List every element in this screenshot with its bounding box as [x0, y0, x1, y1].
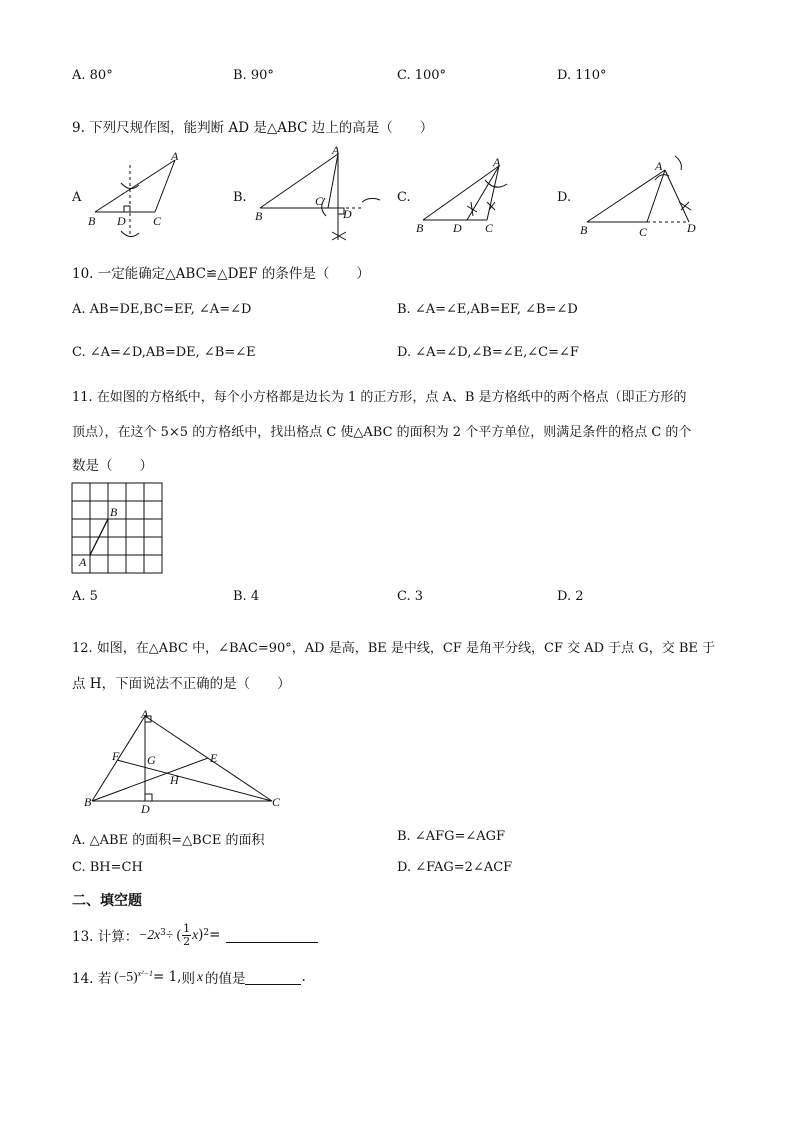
q9b-arc-right	[362, 198, 380, 202]
q9d-arc-top	[675, 156, 681, 170]
q9b-side-ca	[328, 154, 338, 208]
q11-option-c: C. 3	[397, 589, 424, 604]
q9d-line-ad	[665, 170, 689, 222]
q9-option-letter-a: A	[72, 190, 82, 205]
q9a-side-ba	[95, 160, 175, 212]
q12-option-d: D. ∠FAG=2∠ACF	[397, 860, 513, 875]
q9c-label-d: D	[453, 221, 462, 235]
q9-stem: 9. 下列尺规作图，能判断 AD 是△ABC 边上的高是（ ）	[72, 120, 434, 136]
q9d-cross-2	[681, 202, 689, 210]
q9-figure-a	[85, 145, 185, 245]
q11-grid-figure	[71, 482, 166, 576]
q12-label-e: E	[210, 751, 218, 765]
q14-base: (−5)	[114, 969, 138, 984]
q9d-label-d: D	[687, 221, 696, 235]
section-fill-in-title: 二、填空题	[72, 893, 142, 909]
q11-stem-line3: 数是（ ）	[72, 458, 153, 474]
q14-suffix: 的值是	[204, 971, 246, 987]
q9a-label-a: A	[171, 149, 179, 163]
q13-answer-blank[interactable]	[226, 928, 318, 943]
q9-figure-d	[575, 150, 710, 245]
q12-label-g: G	[147, 753, 156, 767]
q14-end: .	[301, 969, 306, 985]
q14-var: x	[196, 969, 203, 984]
q9-option-letter-d: D.	[557, 190, 572, 205]
q9a-label-c: C	[153, 214, 162, 228]
q13-frac-den: 2	[183, 934, 191, 948]
q13-exp2: 2	[203, 928, 210, 938]
q12-label-f: F	[112, 749, 120, 763]
q12-label-a: A	[141, 707, 149, 721]
q9d-label-a: A	[655, 159, 663, 173]
q13-var: x	[192, 927, 199, 942]
q9d-side-ba	[587, 170, 665, 222]
q8-option-c: C. 100°	[397, 68, 447, 83]
q13-close: )	[198, 927, 204, 943]
q14-answer-blank[interactable]	[245, 970, 301, 985]
q14-mid: 则	[181, 971, 195, 987]
q10-option-c: C. ∠A=∠D,AB=DE, ∠B=∠E	[72, 345, 256, 360]
q12-bisector-cf	[117, 760, 272, 801]
q11-option-a: A. 5	[72, 589, 98, 604]
q11-label-b: B	[110, 505, 118, 519]
q10-stem: 10. 一定能确定△ABC≌△DEF 的条件是（ ）	[72, 266, 370, 282]
q9c-label-b: B	[416, 221, 424, 235]
q9-option-letter-b: B.	[233, 190, 247, 205]
q11-option-d: D. 2	[557, 589, 584, 604]
q12-stem-line1: 12. 如图，在△ABC 中，∠BAC=90°，AD 是高，BE 是中线，CF 是角平分线，CF 交 AD 于点 G，交 BE 于	[72, 641, 715, 656]
q12-label-h: H	[170, 773, 179, 787]
q13-line	[72, 920, 318, 950]
q14-exp: x²−1	[137, 968, 153, 978]
q12-right-angle-d	[145, 794, 152, 801]
q12-stem-line2: 点 H，下面说法不正确的是（ ）	[72, 676, 291, 692]
q9a-side-ca	[155, 160, 175, 212]
q9c-side-ba	[423, 166, 499, 220]
q10-option-a: A. AB=DE,BC=EF, ∠A=∠D	[72, 302, 252, 317]
q12-label-d: D	[141, 802, 150, 816]
q9a-right-angle-mark	[124, 206, 130, 212]
q9b-side-ba	[260, 154, 338, 208]
q12-label-c: C	[272, 795, 281, 809]
q14-line	[72, 963, 306, 991]
q9-figure-b	[250, 140, 385, 250]
q9c-bisector	[467, 166, 499, 220]
q13-frac-num: 1	[183, 921, 191, 935]
q9d-label-c: C	[639, 225, 648, 239]
q8-option-b: B. 90°	[233, 68, 274, 83]
q9c-label-a: A	[493, 155, 501, 169]
q10-option-b: B. ∠A=∠E,AB=EF, ∠B=∠D	[397, 302, 578, 317]
q9c-label-c: C	[485, 221, 494, 235]
q12-triangle-figure	[80, 706, 290, 816]
q13-term1: −2x	[138, 927, 161, 942]
q9a-label-b: B	[88, 214, 96, 228]
q13-prefix: 13. 计算：	[72, 929, 139, 945]
q9b-label-b: B	[255, 209, 263, 223]
q8-option-a: A. 80°	[72, 68, 113, 83]
q11-option-b: B. 4	[233, 589, 260, 604]
q9a-label-d: D	[117, 214, 126, 228]
q13-equals: =	[209, 927, 221, 943]
q8-option-d: D. 110°	[557, 68, 607, 83]
q12-option-b: B. ∠AFG=∠AGF	[397, 829, 506, 844]
q12-option-c: C. BH=CH	[72, 860, 143, 875]
q9d-label-b: B	[580, 223, 588, 237]
q9-option-letter-c: C.	[397, 190, 411, 205]
q12-label-b: B	[84, 795, 92, 809]
q11-stem-line2: 顶点），在这个 5×5 的方格纸中，找出格点 C 使△ABC 的面积为 2 个平方单位，则满足条件的格点 C 的个	[72, 425, 692, 440]
q10-option-d: D. ∠A=∠D,∠B=∠E,∠C=∠F	[397, 345, 579, 360]
q9d-side-ca	[647, 170, 665, 222]
q9b-label-c: C	[315, 194, 324, 208]
q14-prefix: 14. 若	[72, 971, 112, 987]
q12-option-a: A. △ABE 的面积=△BCE 的面积	[72, 833, 265, 848]
q9b-label-a: A	[332, 143, 340, 157]
q9b-label-d: D	[343, 207, 352, 221]
q9c-side-ca	[487, 166, 499, 220]
q14-eq: = 1,	[152, 969, 182, 985]
q13-fraction	[182, 923, 191, 948]
q11-stem-line1: 11. 在如图的方格纸中，每个小方格都是边长为 1 的正方形，点 A、B 是方格纸中的两个格点（即正方形的	[72, 390, 687, 405]
q13-div: ÷ (	[165, 927, 182, 942]
q13-exp1: 3	[160, 928, 166, 938]
q9-figure-c	[415, 152, 515, 242]
q11-label-a: A	[79, 555, 87, 569]
q12-side-ac	[145, 716, 272, 801]
